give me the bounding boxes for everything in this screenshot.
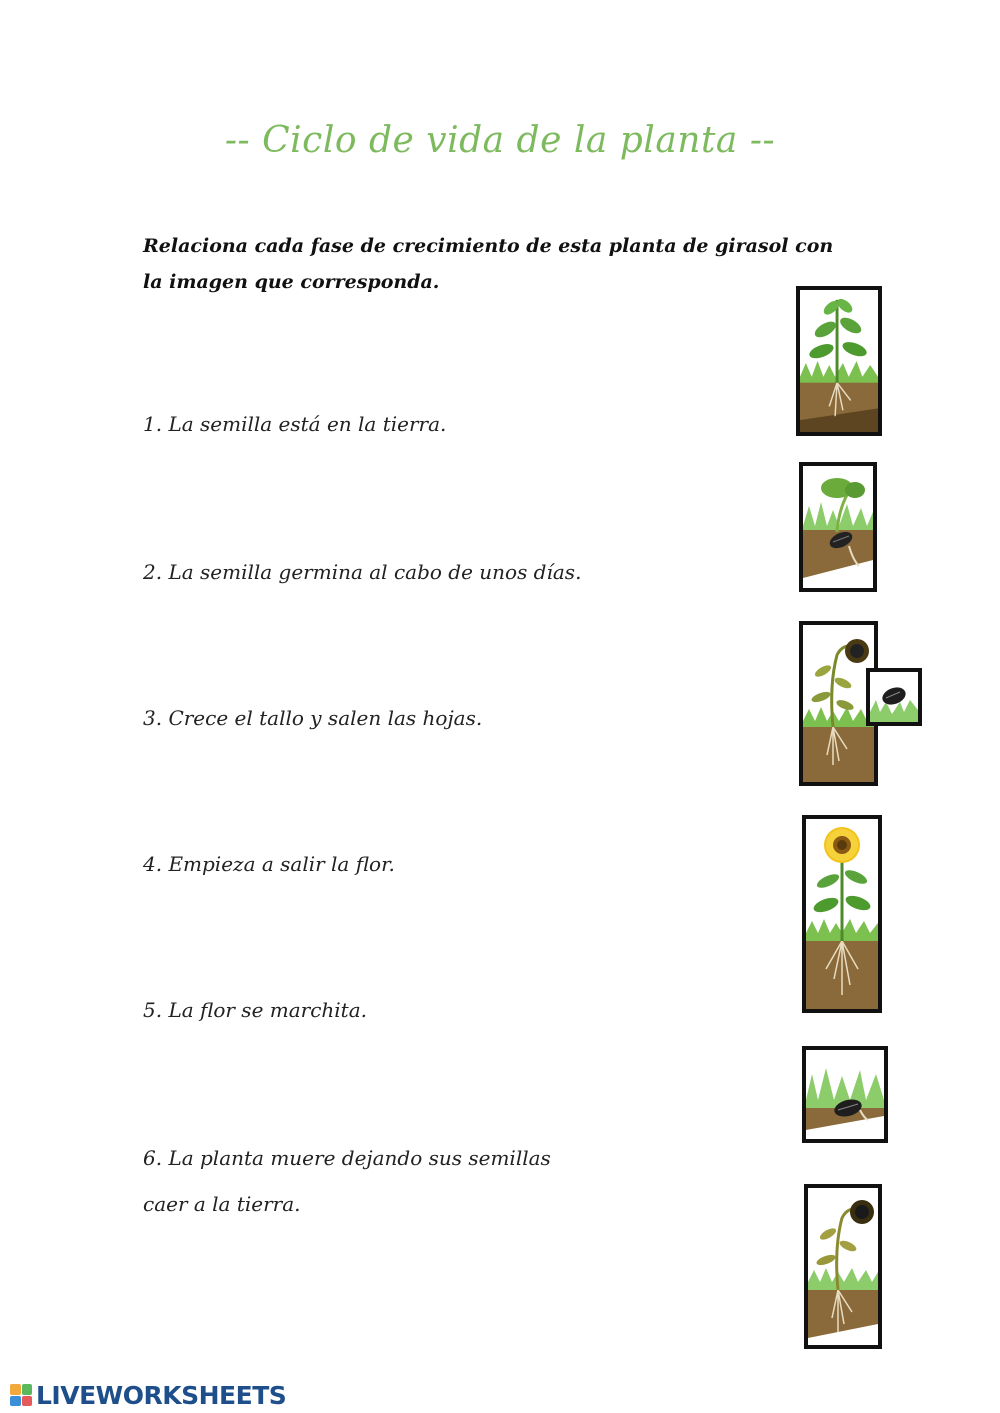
- image-card-leafy-plant[interactable]: [796, 286, 882, 436]
- stage-item-5: 5. La flor se marchita.: [143, 998, 368, 1022]
- stage-item-2: 2. La semilla germina al cabo de unos días.: [143, 560, 582, 584]
- stage-item-6-line-2: caer a la tierra.: [143, 1192, 301, 1216]
- wilting-sunflower-icon: [803, 625, 874, 782]
- germinating-seed-icon: [803, 466, 873, 588]
- image-card-seed-on-soil[interactable]: [866, 668, 922, 726]
- stage-item-1: 1. La semilla está en la tierra.: [143, 412, 447, 436]
- image-card-seed-in-soil[interactable]: [802, 1046, 888, 1143]
- liveworksheets-logo-icon: [10, 1384, 32, 1406]
- dead-sunflower-icon: [808, 1188, 878, 1345]
- image-card-germinating-seed[interactable]: [799, 462, 877, 592]
- stage-item-3: 3. Crece el tallo y salen las hojas.: [143, 706, 483, 730]
- stage-item-6: [143, 1134, 551, 1228]
- stage-item-6-line-1: 6. La planta muere dejando sus semillas: [143, 1146, 551, 1170]
- page-title: -- Ciclo de vida de la planta --: [224, 120, 776, 161]
- image-card-dead-sunflower[interactable]: [804, 1184, 882, 1349]
- liveworksheets-brand: [10, 1380, 286, 1410]
- image-card-blooming-sunflower[interactable]: [802, 815, 882, 1013]
- instructions-line-2: la imagen que corresponda.: [143, 271, 440, 293]
- leafy-plant-icon: [800, 290, 878, 432]
- instructions: [143, 228, 843, 300]
- brand-name: LIVEWORKSHEETS: [36, 1380, 287, 1410]
- seed-in-soil-icon: [806, 1050, 884, 1139]
- instructions-line-1: Relaciona cada fase de crecimiento de esta planta de girasol con: [143, 235, 834, 257]
- stage-item-4: 4. Empieza a salir la flor.: [143, 852, 395, 876]
- blooming-sunflower-icon: [806, 819, 878, 1009]
- seed-on-soil-icon: [870, 672, 918, 722]
